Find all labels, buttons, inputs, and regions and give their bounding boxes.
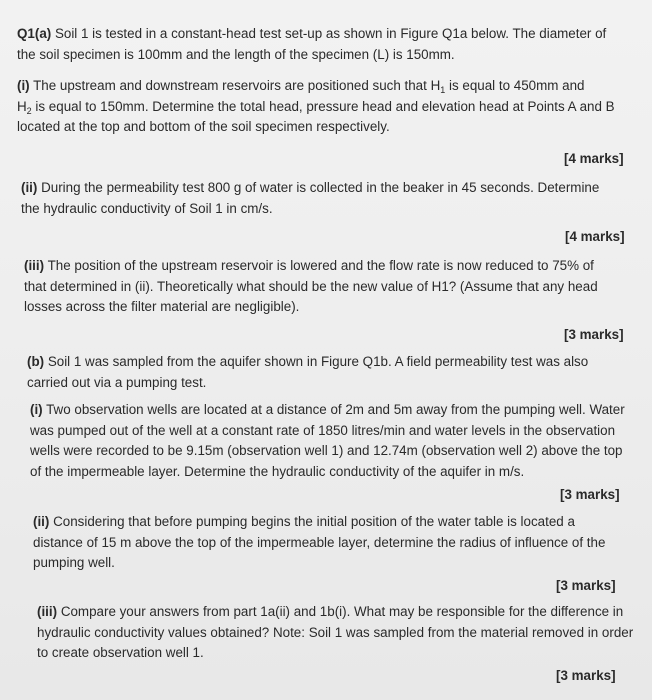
- q1a-label: Q1(a): [17, 26, 52, 41]
- marks-a-iii: [3 marks]: [564, 327, 624, 342]
- part-b-ii-text: distance of 15 m above the top of the impermeable layer, determine the radius of influence of the: [33, 534, 606, 550]
- part-a-ii-text: the hydraulic conductivity of Soil 1 in cm/s.: [21, 200, 273, 216]
- part-b-iii-text: hydraulic conductivity values obtained? Note: Soil 1 was sampled from the material removed in order: [37, 624, 634, 640]
- part-b-label: (b): [27, 354, 45, 369]
- subscript: 1: [440, 85, 446, 95]
- part-a-i: [17, 76, 615, 138]
- part-b-i: [30, 400, 625, 482]
- part-a-iii-text: that determined in (ii). Theoretically what should be the new value of H1? (Assume that any head: [24, 278, 598, 294]
- subscript: 2: [26, 105, 32, 116]
- part-a-iii-text: losses across the filter material are negligible).: [24, 299, 300, 314]
- part-a-i-text: located at the top and bottom of the soil specimen respectively.: [17, 119, 390, 134]
- q1a-text-line-1: Soil 1 is tested in a constant-head test set-up as shown in Figure Q1a below. The diameter of: [51, 26, 607, 41]
- part-a-i-text: is equal to 450mm and: [445, 78, 585, 93]
- marks-a-i: [4 marks]: [564, 151, 624, 166]
- part-a-iii: [24, 256, 598, 318]
- marks-b-ii: [3 marks]: [556, 578, 616, 593]
- part-b-i-text: was pumped out of the well at a constant rate of 1850 litres/min and water levels in the observation: [30, 422, 616, 438]
- part-a-iii-label: (iii): [24, 258, 45, 273]
- part-a-i-label: (i): [17, 78, 30, 93]
- part-b-ii: [33, 512, 605, 574]
- part-b-i-text: of the impermeable layer. Determine the hydraulic conductivity of the aquifer in m/s.: [30, 463, 525, 479]
- part-b-iii-text: Compare your answers from part 1a(ii) and 1b(i). What may be responsible for the difference in: [57, 604, 624, 619]
- part-b-iii-label: (iii): [37, 604, 58, 619]
- q1a-intro: [17, 24, 606, 65]
- part-b-text: carried out via a pumping test.: [27, 374, 207, 390]
- part-b-iii-text: to create observation well 1.: [37, 645, 204, 660]
- part-b-ii-label: (ii): [33, 514, 50, 529]
- marks-b-i: [3 marks]: [560, 487, 620, 502]
- part-a-ii: [21, 178, 599, 219]
- part-a-i-text: H: [17, 98, 27, 114]
- part-b-i-label: (i): [30, 402, 43, 417]
- part-a-ii-text: During the permeability test 800 g of water is collected in the beaker in 45 seconds. Determine: [37, 180, 600, 195]
- part-a-i-text: The upstream and downstream reservoirs are positioned such that H: [29, 78, 441, 93]
- part-b-i-text: Two observation wells are located at a distance of 2m and 5m away from the pumping well. Water: [42, 402, 625, 417]
- part-a-iii-text: The position of the upstream reservoir is lowered and the flow rate is now reduced to 75% of: [44, 258, 594, 273]
- part-b-ii-text: pumping well.: [33, 555, 115, 570]
- part-b-text: Soil 1 was sampled from the aquifer shown in Figure Q1b. A field permeability test was also: [44, 354, 589, 369]
- part-a-ii-label: (ii): [21, 180, 38, 195]
- marks-a-ii: [4 marks]: [565, 229, 625, 244]
- part-b-iii: [37, 602, 633, 664]
- part-b: [27, 352, 588, 393]
- q1a-text-line-2: the soil specimen is 100mm and the length of the specimen (L) is 150mm.: [17, 46, 455, 62]
- part-b-ii-text: Considering that before pumping begins the initial position of the water table is located a: [49, 514, 575, 529]
- marks-b-iii: [3 marks]: [556, 668, 616, 683]
- part-a-i-text: is equal to 150mm. Determine the total head, pressure head and elevation head at Points A and B: [31, 98, 615, 114]
- part-b-i-text: wells were recorded to be 9.15m (observation well 1) and 12.74m (observation well 2) above the top: [30, 443, 623, 458]
